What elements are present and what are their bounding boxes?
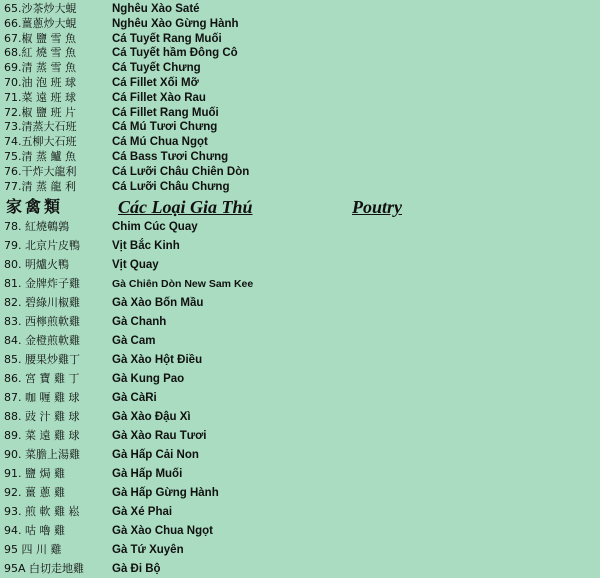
item-chinese-name: 74.五柳大石班 xyxy=(4,135,77,149)
item-chinese-name: 77.清 蒸 龍 利 xyxy=(4,179,76,193)
item-vietnamese-name: Cá Tuyết Rang Muối xyxy=(112,32,222,45)
menu-item xyxy=(0,465,600,483)
item-chinese-name: 95 四 川 雞 xyxy=(4,543,62,556)
item-chinese-name: 79. 北京片皮鴨 xyxy=(4,239,80,252)
item-chinese-name: 83. 西檸煎軟雞 xyxy=(4,315,80,328)
item-chinese-name: 75.清 蒸 鱸 魚 xyxy=(4,150,76,163)
item-chinese-name: 73.清蒸大石班 xyxy=(4,120,77,134)
item-chinese-name: 78. 紅燒鵪鶉 xyxy=(4,220,69,233)
item-vietnamese-name: Gà Kung Pao xyxy=(112,373,185,385)
item-chinese-name: 89. 菜 遠 雞 球 xyxy=(4,429,80,442)
menu-item xyxy=(0,275,600,293)
item-vietnamese-name: Cá Tuyết Chưng xyxy=(112,62,201,75)
menu-item xyxy=(0,408,600,426)
menu-item xyxy=(0,370,600,388)
item-vietnamese-name: Gà Chiên Dòn New Sam Kee xyxy=(112,278,254,290)
item-chinese-name: 82. 碧綠川椒雞 xyxy=(4,296,80,309)
section-title-vietnamese: Các Loại Gia Thú xyxy=(118,197,253,217)
menu-item xyxy=(0,560,600,578)
menu-item xyxy=(0,332,600,350)
menu-item xyxy=(0,313,600,331)
item-vietnamese-name: Gà Xào Hột Điều xyxy=(112,354,203,366)
item-vietnamese-name: Gà Hấp Cải Non xyxy=(112,449,199,461)
menu-item xyxy=(0,389,600,407)
item-chinese-name: 93. 煎 軟 雞 崧 xyxy=(4,505,80,518)
item-vietnamese-name: Gà Xào Chua Ngọt xyxy=(112,525,213,537)
menu-item xyxy=(0,541,600,559)
menu-item xyxy=(0,351,600,369)
menu-item xyxy=(0,218,600,236)
item-chinese-name: 80. 明爐火鴨 xyxy=(4,258,69,271)
item-vietnamese-name: Gà Hấp Muối xyxy=(112,468,183,480)
item-vietnamese-name: Cá Fillet Xào Rau xyxy=(112,91,206,104)
item-chinese-name: 70.油 泡 班 球 xyxy=(4,76,76,89)
item-chinese-name: 76.干炸大龍利 xyxy=(4,164,77,178)
item-vietnamese-name: Cá Fillet Rang Muối xyxy=(112,106,219,119)
item-chinese-name: 95A 白切走地雞 xyxy=(4,562,85,575)
item-vietnamese-name: Nghêu Xào Saté xyxy=(112,3,200,15)
item-chinese-name: 67.椒 鹽 雪 魚 xyxy=(4,31,76,45)
menu-item xyxy=(0,446,600,464)
menu-item xyxy=(0,294,600,312)
item-vietnamese-name: Gà Xé Phai xyxy=(112,506,173,518)
item-vietnamese-name: Gà Xào Đậu Xì xyxy=(112,411,191,423)
item-chinese-name: 72.椒 鹽 班 片 xyxy=(4,105,76,119)
item-vietnamese-name: Nghêu Xào Gừng Hành xyxy=(112,17,239,30)
item-chinese-name: 69.清 蒸 雪 魚 xyxy=(4,61,76,75)
item-vietnamese-name: Gà Xào Bốn Mầu xyxy=(112,297,204,309)
item-chinese-name: 81. 金牌炸子雞 xyxy=(4,277,80,290)
item-chinese-name: 65.沙茶炒大蜆 xyxy=(4,2,77,15)
item-vietnamese-name: Gà Chanh xyxy=(112,316,167,328)
item-chinese-name: 66.薑蔥炒大蜆 xyxy=(4,16,77,30)
item-vietnamese-name: Cá Mú Chua Ngọt xyxy=(112,136,208,149)
section-title-chinese: 家禽類 xyxy=(6,197,64,216)
item-chinese-name: 87. 咖 喱 雞 球 xyxy=(4,391,80,404)
item-vietnamese-name: Cá Mú Tươi Chưng xyxy=(112,121,218,134)
item-chinese-name: 88. 豉 汁 雞 球 xyxy=(4,410,80,423)
item-vietnamese-name: Gà Cam xyxy=(112,335,156,347)
poultry-section-header xyxy=(0,196,600,218)
item-chinese-name: 94. 咕 嚕 雞 xyxy=(4,524,65,537)
menu-item xyxy=(0,427,600,445)
menu-item xyxy=(0,503,600,521)
item-vietnamese-name: Gà Tứ Xuyên xyxy=(112,544,184,556)
item-vietnamese-name: Gà Đi Bộ xyxy=(112,563,161,575)
item-vietnamese-name: Cá Fillet Xối Mỡ xyxy=(112,77,199,89)
item-vietnamese-name: Gà Xào Rau Tươi xyxy=(112,430,207,442)
item-chinese-name: 91. 鹽 焗 雞 xyxy=(4,467,65,480)
item-vietnamese-name: Vịt Quay xyxy=(112,259,159,271)
item-chinese-name: 85. 腰果炒雞丁 xyxy=(4,353,80,366)
menu-item xyxy=(0,178,600,196)
item-chinese-name: 68.紅 燒 雪 魚 xyxy=(4,46,76,60)
item-vietnamese-name: Cá Tuyết hầm Đông Cô xyxy=(112,47,238,60)
item-vietnamese-name: Gà CàRi xyxy=(112,392,157,404)
item-vietnamese-name: Cá Lưỡi Châu Chưng xyxy=(112,180,230,193)
section-title-english: Poutry xyxy=(352,197,403,217)
item-chinese-name: 90. 菜膽上湯雞 xyxy=(4,448,80,461)
item-vietnamese-name: Cá Bass Tươi Chưng xyxy=(112,151,229,163)
menu-item xyxy=(0,484,600,502)
item-vietnamese-name: Vịt Bắc Kinh xyxy=(112,240,180,252)
item-vietnamese-name: Gà Hấp Gừng Hành xyxy=(112,487,219,499)
item-chinese-name: 86. 宮 寶 雞 丁 xyxy=(4,372,80,385)
menu-item xyxy=(0,522,600,540)
item-chinese-name: 84. 金橙煎軟雞 xyxy=(4,334,80,347)
item-chinese-name: 92. 薑 蔥 雞 xyxy=(4,486,65,499)
item-vietnamese-name: Cá Lưỡi Châu Chiên Dòn xyxy=(112,165,250,178)
item-vietnamese-name: Chim Cúc Quay xyxy=(112,221,198,233)
menu-item xyxy=(0,256,600,274)
menu-item xyxy=(0,237,600,255)
item-chinese-name: 71.菜 遠 班 球 xyxy=(4,90,76,104)
